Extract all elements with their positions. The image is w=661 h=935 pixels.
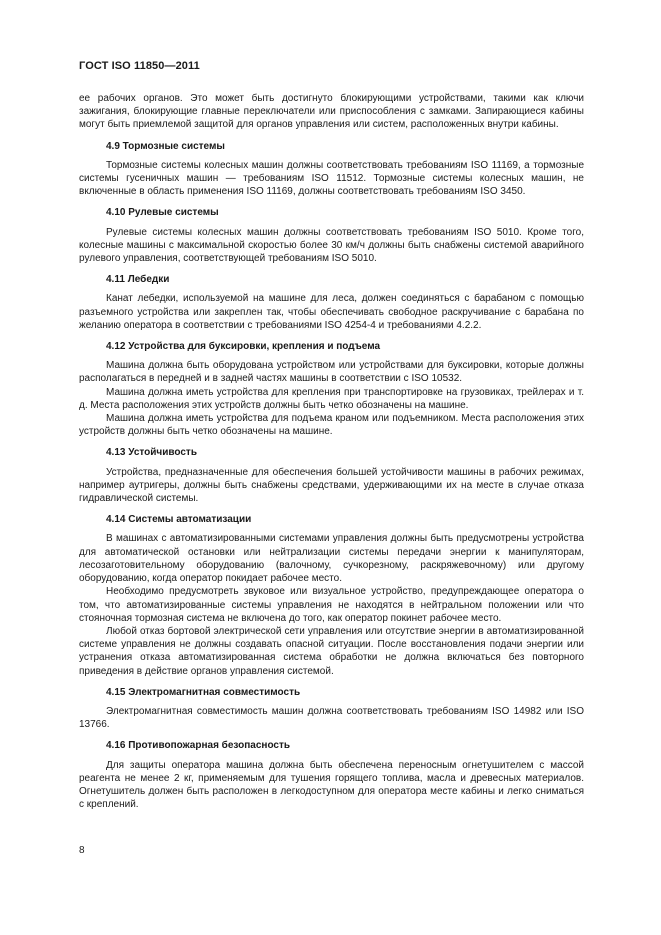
section-4-14-paragraph: Любой отказ бортовой электрической сети управления или отсутствие энергии в автоматизированной системе управления не должны создавать опасной ситуации. После восстановления подачи энергии или устранения отказа автоматизированная система обработки не должна включаться без повторного приведения в действие органов управления системой. — [79, 625, 584, 677]
section-4-15-paragraph: Электромагнитная совместимость машин должна соответствовать требованиям ISO 14982 или ISO 13766. — [79, 705, 584, 731]
section-4-16-paragraph: Для защиты оператора машина должна быть обеспечена переносным огнетушителем с массой реагента не менее 2 кг, применяемым для тушения горящего топлива, масла и древесных материалов. Огнетушитель должен быть расположен в легкодоступном для оператора месте кабины и легко сниматься с креплений. — [79, 759, 584, 811]
section-4-14-paragraph: Необходимо предусмотреть звуковое или визуальное устройство, предупреждающее оператора о том, что автоматизированные системы управления не находятся в нейтральном положении или что стояночная тормозная система не включена до того, как оператор покинет рабочее место. — [79, 586, 584, 624]
section-4-12-paragraph: Машина должна иметь устройства для крепления при транспортировке на грузовиках, трейлерах и т. д. Места расположения этих устройств должны быть четко обозначены на машине. — [79, 386, 584, 411]
section-4-12-paragraph: Машина должна иметь устройства для подъема краном или подъемником. Места расположения этих устройств должны быть четко обозначены на машине. — [79, 413, 584, 438]
section-4-12-paragraph: Машина должна быть оборудована устройством или устройствами для буксировки, которые должны располагаться в передней и в задней частях машины в соответствии с ISO 10532. — [79, 360, 584, 385]
section-heading-4-13: 4.13 Устойчивость — [106, 447, 197, 459]
page-number: 8 — [79, 845, 85, 856]
document-body — [79, 92, 584, 811]
section-heading-4-14: 4.14 Системы автоматизации — [106, 514, 252, 526]
section-4-10-paragraph: Рулевые системы колесных машин должны соответствовать требованиям ISO 5010. Кроме того, колесные машины с максимальной скоростью более 30 км/ч должны быть снабжены системой аварийного рулевого управления, соответствующей требованиям ISO 5010. — [79, 226, 584, 265]
section-heading-4-15: 4.15 Электромагнитная совместимость — [106, 686, 301, 698]
section-4-14-paragraph: В машинах с автоматизированными системами управления должны быть предусмотрены устройства для автоматической остановки или нейтрализации системы передачи энергии к манипуляторам, лесозаготовительному оборудованию (валочному, сучкорезному, раскряжевочному) или другому оборудованию, когда оператор покидает рабочее место. — [79, 533, 584, 585]
section-heading-4-16: 4.16 Противопожарная безопасность — [106, 740, 291, 752]
section-heading-4-10: 4.10 Рулевые системы — [106, 207, 219, 219]
document-header: ГОСТ ISO 11850—2011 — [79, 60, 200, 72]
section-4-11-paragraph: Канат лебедки, используемой на машине для леса, должен соединяться с барабаном с помощью разъемного устройства или закреплен так, чтобы обеспечивать свободное раскручивание с барабана по желанию оператора в соответствии с требованиями ISO 4254-4 и требованиями 4.2.2. — [79, 293, 584, 331]
section-heading-4-12: 4.12 Устройства для буксировки, крепления и подъема — [106, 341, 381, 353]
section-4-13-paragraph: Устройства, предназначенные для обеспечения большей устойчивости машины в рабочих режимах, например аутригеры, должны быть снабжены средствами, удерживающими их на месте в случае отказа гидравлической системы. — [79, 466, 584, 505]
section-heading-4-9: 4.9 Тормозные системы — [106, 140, 225, 152]
section-heading-4-11: 4.11 Лебедки — [106, 274, 170, 286]
section-4-9-paragraph: Тормозные системы колесных машин должны соответствовать требованиям ISO 11169, а тормозные системы гусеничных машин — требованиям ISO 11512. Тормозные системы колесных машин, не включенные в область применения ISO 11169, должны соответствовать требованиям ISO 3450. — [79, 159, 584, 198]
intro-paragraph: ее рабочих органов. Это может быть достигнуто блокирующими устройствами, такими как ключи зажигания, блокирующие главные переключатели или приспособления с замками. Запирающиеся кабины могут быть приемлемой защитой для органов управления или систем, расположенных внутри кабины. — [79, 93, 584, 131]
